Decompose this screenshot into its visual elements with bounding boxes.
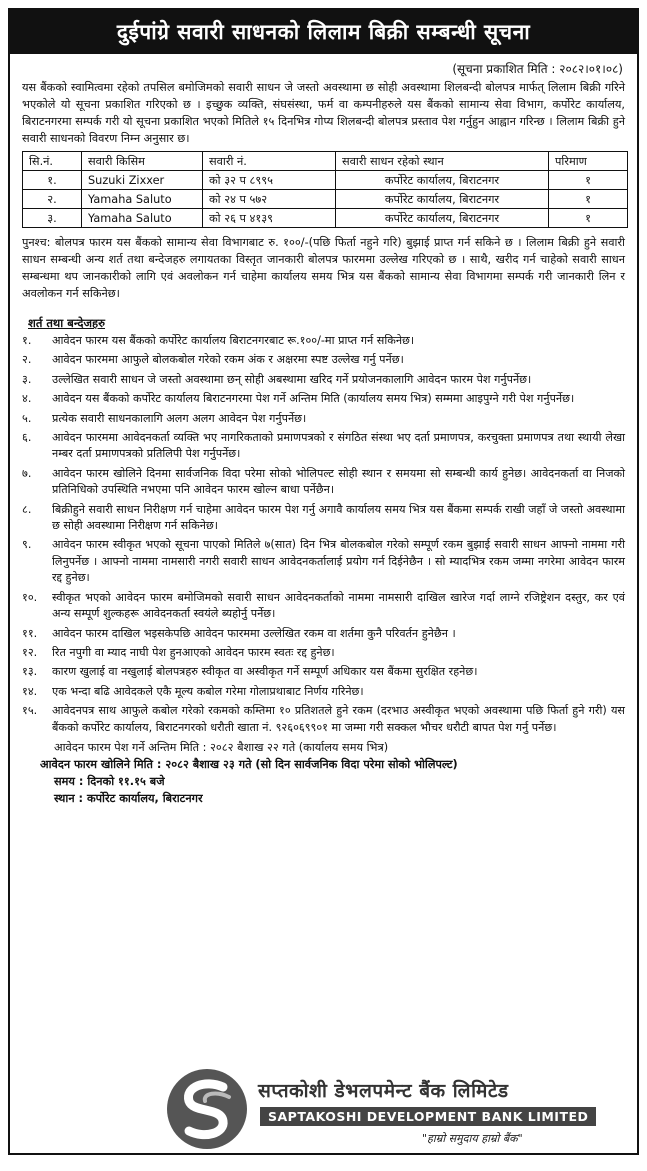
cell-location: कर्पोरेट कार्यालय, बिराटनगर: [336, 190, 549, 209]
term-text: प्रत्येक सवारी साधनकालागि अलग अलग आवेदन पेश गर्नुपर्नेछ।: [52, 411, 307, 425]
table-row: [23, 190, 628, 209]
published-date: (सूचना प्रकाशित मिति : २०८२।०१।०८): [452, 62, 623, 76]
cell-vehicle-type: Suzuki Zixxer: [82, 171, 203, 190]
intro-paragraph: यस बैंकको स्वामित्वमा रहेको तपसिल बमोजिमको सवारी साधन जे जस्तो अवस्थामा छ सोही अवस्थामा शिलबन्दी बोलपत्र मार्फत् लिलाम बिक्री गरिने भएकोले यो सूचना प्रकाशित गरिएको छ । इच्छुक व्यक्ति, संघसंस्था, फर्म वा कम्पनीहरुले यस बैंकको सामान्य सेवा विभाग, कर्पोरेट कार्यालय, बिराटनगरमा सम्पर्क गरी यो सूचना प्रकाशित भएको मितिले १५ दिनभित्र गोप्य शिलबन्दी बोलपत्र प्रस्ताव पेश गर्नुहुन आह्वान गरिन्छ । लिलाम बिक्री हुने सवारी साधनको विवरण निम्न अनुसार छ।: [22, 81, 625, 145]
term-number: १५.: [22, 704, 38, 718]
opening-time: समय : दिनको ११.१५ बजे: [54, 774, 165, 788]
term-number: ५.: [22, 411, 32, 425]
list-item: [22, 391, 625, 407]
table-row: [23, 171, 628, 190]
cell-vehicle-type: Yamaha Saluto: [82, 190, 203, 209]
bank-footer: [10, 1067, 637, 1152]
terms-heading: शर्त तथा बन्देजहरु: [28, 316, 106, 330]
term-number: १२.: [22, 645, 38, 659]
notice-page: [8, 8, 639, 1155]
term-text: एक भन्दा बढि आवेदकले एकै मूल्य कबोल गरेमा गोलाप्रथाबाट निर्णय गरिनेछ।: [52, 684, 364, 698]
term-text: आवेदन फारम यस बैंकको कर्पोरेट कार्यालय बिराटनगरबाट रू.१००/-मा प्राप्त गर्न सकिनेछ।: [52, 334, 415, 347]
term-number: ८.: [22, 502, 32, 516]
list-item: [22, 626, 625, 642]
term-text: स्वीकृत भएको आवेदन फारम बमोजिमको सवारी साधन आवेदनकर्ताको नाममा नामसारी दाखिल खारेज गर्दा लाग्ने रजिष्ट्रेशन दस्तुर, कर एवं अन्य सम्पूर्ण शुल्कहरू आवेदनकर्ता स्वयंले ब्यहोर्नु पर्नेछ।: [52, 590, 625, 621]
cell-vehicle-number: को २४ प ५७२: [203, 190, 336, 209]
col-vehicle-type: सवारी किसिम: [82, 152, 203, 171]
list-item: [22, 537, 625, 586]
col-quantity: परिमाण: [549, 152, 628, 171]
table-row: [23, 209, 628, 228]
list-item: [22, 372, 625, 388]
cell-quantity: १: [549, 209, 628, 228]
bank-slogan: "हाम्रो समुदाय हाम्रो बैंक": [422, 1132, 523, 1145]
list-item: [22, 684, 625, 700]
list-item: [22, 430, 625, 463]
bank-name-english: SAPTAKOSHI DEVELOPMENT BANK LIMITED: [260, 1107, 596, 1126]
opening-date: आवेदन फारम खोलिने मिति : २०८२ बैशाख २३ गते (सो दिन सार्वजनिक विदा परेमा सोको भोलिपल्ट): [40, 757, 458, 771]
list-item: [22, 352, 625, 368]
list-item: [22, 664, 625, 680]
term-number: ३.: [22, 372, 32, 386]
term-number: २.: [22, 353, 32, 367]
term-text: आवेदनपत्र साथ आफुले कबोल गरेको रकमको कम्तिमा १० प्रतिशतले हुने रकम (दरभाउ अस्वीकृत भएको अवस्थामा पछि फिर्ता हुने गरी) यस बैंकको कर्पोरेट कार्यालय, बिराटनगरको धरौती खाता नं. ९२६०६९९०१ मा जम्मा गरी सक्कल भौचर धरौटी बापत पेश गर्नु पर्नेछ।: [52, 704, 625, 734]
term-number: ११.: [22, 626, 38, 640]
term-number: १०.: [22, 590, 38, 604]
term-text: रित नपुगी वा म्याद नाघी पेश हुनआएको आवेदन फारम स्वतः रद्द हुनेछ।: [52, 645, 335, 659]
vehicle-table: [22, 151, 628, 228]
cell-location: कर्पोरेट कार्यालय, बिराटनगर: [336, 171, 549, 190]
term-text: आवेदन फारम खोलिने दिनमा सार्वजनिक विदा परेमा सोको भोलिपल्ट सोही स्थान र समयमा सो सम्बन्धी कार्य हुनेछ। आवेदनकर्ता वा निजको प्रतिनिधिको उपस्थिति नभएमा पनि आवेदन फारम खोल्न बाधा पर्नेछैन।: [52, 466, 625, 497]
cell-quantity: १: [549, 171, 628, 190]
list-item: [22, 333, 625, 349]
bank-name-nepali: सप्तकोशी डेभलपमेन्ट बैंक लिमिटेड: [258, 1080, 509, 1102]
term-number: १४.: [22, 684, 38, 698]
list-item: [22, 466, 625, 499]
list-item: [22, 502, 625, 535]
term-text: उल्लेखित सवारी साधन जे जस्तो अवस्थामा छन् सोही अबस्थामा खरिद गर्ने प्रयोजनकालागि आवेदन फारम पेश गर्नुपर्नेछ।: [52, 372, 532, 386]
cell-vehicle-number: को २६ प ४१३९: [203, 209, 336, 228]
term-text: आवेदन फारममा आफुले बोलकबोल गरेको रकम अंक र अक्षरमा स्पष्ट उल्लेख गर्नु पर्नेछ।: [52, 353, 404, 367]
term-number: ९.: [22, 538, 32, 552]
col-vehicle-number: सवारी नं.: [203, 152, 336, 171]
cell-location: कर्पोरेट कार्यालय, बिराटनगर: [336, 209, 549, 228]
list-item: [22, 703, 625, 736]
term-number: १.: [22, 334, 32, 347]
term-number: १३.: [22, 665, 38, 679]
opening-place: स्थान : कर्पोरेट कार्यालय, बिराटनगर: [54, 791, 203, 805]
term-text: आवेदन फारम स्वीकृत भएको सूचना पाएको मितिले ७(सात) दिन भित्र बोलकबोल गरेको सम्पूर्ण रकम बुझाई सवारी साधन आफ्नो नाममा गरी लिनुपर्नेछ । आफ्नो नाममा नामसारी नगरी सवारी साधन आवेदनकर्तालाई प्रयोग गर्न दिईनेछैन । सो म्यादभित्र रकम जम्मा नगरेमा आवेदन फारम रद्द हुनेछ।: [52, 538, 625, 585]
term-text: आवेदन फारममा आवेदनकर्ता व्यक्ति भए नागरिकताको प्रमाणपत्रको र संगठित संस्था भए दर्ता प्रमाणपत्र, करचुक्ता प्रमाणपत्र तथा स्थायी लेखा नम्बर दर्ता प्रमाणपत्रको प्रतिलिपी पेश गर्नुपर्नेछ।: [52, 431, 625, 461]
term-text: बिक्रीहुने सवारी साधन निरीक्षण गर्न चाहेमा आवेदन फारम पेश गर्नु अगावै कार्यालय समय भित्र यस बैंकमा सम्पर्क राखी जहाँ जे जस्तो अवस्थामा छ सोही अवस्थामा निरीक्षण गर्न सकिनेछ।: [52, 502, 625, 533]
cell-vehicle-number: को ३२ प ८९९५: [203, 171, 336, 190]
term-text: आवेदन फारम दाखिल भइसकेपछि आवेदन फारममा उल्लेखित रकम वा शर्तमा कुनै परिवर्तन हुनेछैन ।: [52, 626, 456, 640]
term-number: ७.: [22, 466, 32, 480]
cell-serial: ३.: [23, 209, 82, 228]
term-text: आवेदन यस बैंकको कर्पोरेट कार्यालय बिराटनगरमा पेश गर्ने अन्तिम मिति (कार्यालय समय भित्र) सम्ममा आइपुग्ने गरी पेश गर्नुपर्नेछ।: [52, 392, 575, 406]
term-number: ४.: [22, 392, 32, 406]
col-serial: सि.नं.: [23, 152, 82, 171]
list-item: [22, 590, 625, 623]
table-header-row: [23, 152, 628, 171]
cell-vehicle-type: Yamaha Saluto: [82, 209, 203, 228]
postscript-paragraph: पुनश्च: बोलपत्र फारम यस बैंकको सामान्य सेवा विभागबाट रु. १००/-(पछि फिर्ता नहुने गरि) बुझाई प्राप्त गर्न सकिने छ । लिलाम बिक्री हुने सवारी साधन सम्बन्धी अन्य शर्त तथा बन्देजहरु लगायतका विस्तृत जानकारी बोलपत्र फारममा उल्लेख गरिएको छ । साथै, खरीद गर्न चाहेको सवारी साधन सम्बन्धमा थप जानकारीको लागि एवं अवलोकन गर्न चाहेमा कार्यालय समय भित्र यस बैंकको सामान्य सेवा विभागमा सम्पर्क गरी जानकारी लिन र अवलोकन गर्न सकिनेछ।: [22, 236, 625, 300]
cell-quantity: १: [549, 190, 628, 209]
term-number: ६.: [22, 431, 32, 445]
term-text: कारण खुलाई वा नखुलाई बोलपत्रहरु स्वीकृत वा अस्वीकृत गर्ने सम्पूर्ण अधिकार यस बैंकमा सुरक्षित रहनेछ।: [52, 665, 478, 679]
bank-logo-icon: [165, 1067, 249, 1151]
cell-serial: २.: [23, 190, 82, 209]
list-item: [22, 645, 625, 661]
cell-serial: १.: [23, 171, 82, 190]
col-location: सवारी साधन रहेको स्थान: [336, 152, 549, 171]
list-item: [22, 411, 625, 427]
notice-title: दुईपांग्रे सवारी साधनको लिलाम बिक्री सम्बन्धी सूचना: [10, 10, 637, 54]
terms-list: [10, 333, 637, 736]
submission-deadline: आवेदन फारम पेश गर्ने अन्तिम मिति : २०८२ बैशाख २२ गते (कार्यालय समय भित्र): [54, 740, 389, 754]
